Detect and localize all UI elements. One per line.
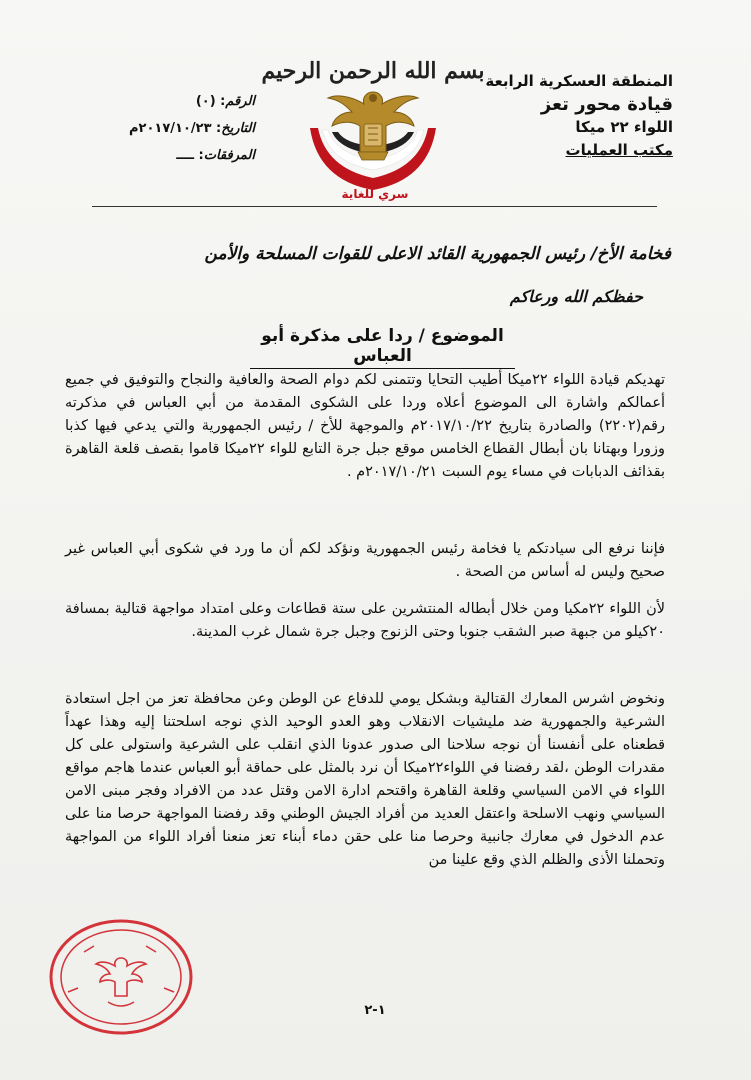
body-paragraph-4: ونخوض اشرس المعارك القتالية وبشكل يومي للدفاع عن الوطن وعن محافظة تعز من اجل استعادة الشرعية والجمهورية ضد مليشيات الانقلاب وهو العدو الوحيد الذي نوجه اسلحتنا إليه وهذا عهداً قطعناه على أنفسنا أن نوجه سلاحنا الى صدور عدونا الذي انقلب على الشرعية واستولى على كل مقدرات الوطن ،لقد رفضنا في اللواء٢٢ميكا أن نرد بالمثل على حماقة أبو العباس عندما هاجم مواقع اللواء في الامن السياسي وقلعة القاهرة واقتحم ادارة الامن وقتل عدد من الافراد وفجر مبنى الامن السياسي ونهب الاسلحة واعتقل العديد من أفراد الجيش الوطني وقد رفضنا المواجهة حرصا منا على عدم الدخول في معارك جانبية وحرصا منا على حقن دماء أبناء تعز منعنا أفراد اللواء من المواجهة وتحملنا الأذى والظلم الذي وقع علينا من [65, 691, 666, 868]
sender-line-region: المنطقة العسكرية الرابعة [485, 72, 673, 90]
reference-block [85, 88, 255, 169]
body-paragraph-2: فإننا نرفع الى سيادتكم يا فخامة رئيس الجمهورية ونؤكد لكم أن ما ورد في شكوى أبي العباس غير صحيح وليس له أساس من الصحة . [65, 541, 665, 580]
sender-line-command: قيادة محور تعز [540, 94, 673, 115]
subject-line: الموضوع / ردا على مذكرة أبو العباس [250, 326, 515, 369]
body-paragraph-1: تهديكم قيادة اللواء ٢٢ميكا أطيب التحايا وتتمنى لكم دوام الصحة والعافية والنجاح والتوفيق في جميع أعمالكم واشارة الى الموضوع أعلاه وردا على الشكوى المقدمة من أبي العباس في مذكرته رقم(٢٢٠٢) والصادرة بتاريخ ٢٠١٧/١٠/٢٢م والموجهة للأخ / رئيس الجمهورية والتي يدعي فيها كذبا وزورا وبهتانا بان أبطال القطاع الخامس موقع جبل جرة التابع للواء ٢٢ميكا قاموا بقصف قلعة القاهرة بقذائف الدبابات في مساء يوم السبت ٢٠١٧/١٠/٢١م . [65, 372, 665, 480]
addressee-line: فخامة الأخ/ رئيس الجمهورية القائد الاعلى للقوات المسلحة والأمن [204, 244, 671, 264]
sender-line-brigade: اللواء ٢٢ ميكا [575, 118, 673, 136]
yemen-emblem-icon [261, 40, 485, 210]
header-divider [92, 206, 657, 207]
body-paragraph-3: لأن اللواء ٢٢مكيا ومن خلال أبطاله المنتشرين على ستة قطاعات وعلى امتداد مواجهة قتالية بمسافة ٢٠كيلو من جبهة صبر الشقب جنوبا وحتى الزنوج وجبل جرة شمال غرب المدينة. [65, 601, 665, 640]
reference-date: التاريخ: ٢٠١٧/١٠/٢٣م [129, 121, 255, 136]
greeting-line: حفظكم الله ورعاكم [509, 287, 643, 306]
classification-label: سري للغاية [341, 187, 409, 201]
official-stamp-icon [48, 918, 194, 1036]
reference-attachments: المرفقات: ــــ [176, 148, 255, 163]
sender-block [483, 70, 673, 162]
page-number: ١-٢ [364, 1003, 386, 1018]
sender-line-office: مكتب العمليات [565, 141, 673, 159]
basmala: بسم الله الرحمن الرحيم [261, 58, 485, 84]
reference-number: الرقم: (٠) [195, 94, 255, 109]
